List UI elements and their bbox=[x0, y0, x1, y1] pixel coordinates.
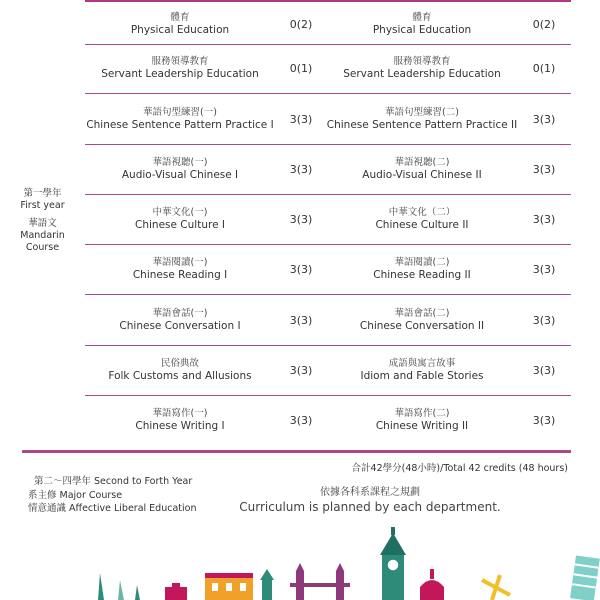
plan-zh: 依據各科系課程之規劃 bbox=[320, 487, 420, 498]
semester1-course-zh: 中華文化(一) bbox=[152, 207, 208, 218]
semester2-course-en: Servant Leadership Education bbox=[343, 68, 501, 80]
semester1-course-en: Folk Customs and Allusions bbox=[108, 370, 252, 382]
semester2-credits: 3(3) bbox=[532, 314, 556, 327]
semester1-course bbox=[85, 44, 275, 93]
semester2-course bbox=[327, 346, 517, 395]
semester1-course bbox=[85, 145, 275, 194]
semester2-credits: 3(3) bbox=[532, 263, 556, 276]
course-row bbox=[85, 296, 571, 346]
semester2-course bbox=[327, 396, 517, 445]
semester2-course bbox=[327, 44, 517, 93]
semester1-course bbox=[85, 0, 275, 49]
program-zh: 華語文 bbox=[28, 218, 57, 229]
semester2-course-en: Audio-Visual Chinese II bbox=[362, 169, 482, 181]
semester1-credits: 3(3) bbox=[289, 113, 313, 126]
semester2-credits: 3(3) bbox=[532, 414, 556, 427]
semester1-course-zh: 華語句型練習(一) bbox=[143, 107, 217, 118]
semester1-course bbox=[85, 346, 275, 395]
plan-en: Curriculum is planned by each department. bbox=[239, 500, 501, 514]
semester2-course-zh: 華語會話(二) bbox=[394, 308, 450, 319]
semester2-credits: 0(2) bbox=[532, 18, 556, 31]
semester2-course-zh: 中華文化（二） bbox=[388, 207, 456, 218]
first-year-en: First year bbox=[20, 200, 65, 211]
semester2-credits: 3(3) bbox=[532, 364, 556, 377]
semester2-course-zh: 華語句型練習(二) bbox=[385, 107, 459, 118]
semester1-course-en: Chinese Writing I bbox=[135, 420, 225, 432]
course-row bbox=[85, 95, 571, 145]
semester2-course bbox=[327, 245, 517, 294]
semester1-course-zh: 民俗典故 bbox=[160, 358, 199, 369]
semester2-credits: 3(3) bbox=[532, 163, 556, 176]
semester1-course bbox=[85, 396, 275, 445]
curriculum-plan-note bbox=[220, 483, 520, 514]
semester2-course-zh: 服務領導教育 bbox=[393, 56, 451, 67]
course-row bbox=[85, 44, 571, 94]
semester1-course-zh: 華語會話(一) bbox=[152, 308, 208, 319]
later-years-title: 第二～四學年 Second to Forth Year bbox=[34, 476, 193, 487]
semester1-credits: 0(2) bbox=[289, 18, 313, 31]
semester1-course-en: Chinese Conversation I bbox=[119, 320, 241, 332]
course-row bbox=[85, 0, 571, 45]
semester2-course-en: Chinese Sentence Pattern Practice II bbox=[326, 119, 518, 131]
semester1-course-zh: 華語視聽(一) bbox=[152, 157, 208, 168]
semester1-course-en: Chinese Culture I bbox=[135, 219, 225, 231]
course-row bbox=[85, 396, 571, 446]
table-bottom-divider bbox=[22, 450, 571, 453]
semester1-course-en: Servant Leadership Education bbox=[101, 68, 259, 80]
semester1-course-en: Chinese Sentence Pattern Practice I bbox=[86, 119, 274, 131]
semester1-course-zh: 華語寫作(一) bbox=[152, 408, 208, 419]
row-divider bbox=[85, 294, 571, 296]
semester2-course bbox=[327, 195, 517, 244]
major-course: 系主修 Major Course bbox=[28, 489, 123, 501]
semester1-course bbox=[85, 296, 275, 345]
program-en-line2: Course bbox=[25, 242, 60, 253]
program-en-line1: Mandarin bbox=[20, 230, 65, 241]
semester2-course-en: Idiom and Fable Stories bbox=[360, 370, 484, 382]
semester1-credits: 0(1) bbox=[289, 62, 313, 75]
semester1-course-zh: 服務領導教育 bbox=[151, 56, 209, 67]
semester2-course-zh: 華語視聽(二) bbox=[394, 157, 450, 168]
total-credits: 合計42學分(48小時)/Total 42 credits (48 hours) bbox=[351, 463, 568, 474]
later-years-block bbox=[28, 475, 196, 516]
semester2-course-en: Chinese Writing II bbox=[375, 420, 469, 432]
semester1-credits: 3(3) bbox=[289, 314, 313, 327]
semester1-course-en: Audio-Visual Chinese I bbox=[121, 169, 239, 181]
semester2-course bbox=[327, 145, 517, 194]
semester2-course-zh: 體育 bbox=[412, 12, 432, 23]
semester1-course-en: Chinese Reading I bbox=[132, 269, 228, 281]
semester2-credits: 3(3) bbox=[532, 113, 556, 126]
world-landmarks-illustration bbox=[0, 525, 600, 600]
semester2-credits: 3(3) bbox=[532, 213, 556, 226]
semester2-course bbox=[327, 0, 517, 49]
semester1-credits: 3(3) bbox=[289, 163, 313, 176]
semester1-credits: 3(3) bbox=[289, 263, 313, 276]
semester1-credits: 3(3) bbox=[289, 213, 313, 226]
row-divider bbox=[85, 93, 571, 95]
semester2-course bbox=[327, 296, 517, 345]
semester2-credits: 0(1) bbox=[532, 62, 556, 75]
first-year-zh: 第一學年 bbox=[23, 188, 62, 199]
semester2-course-zh: 成語與寓言故事 bbox=[388, 358, 456, 369]
semester1-credits: 3(3) bbox=[289, 414, 313, 427]
semester2-course bbox=[327, 95, 517, 144]
course-row bbox=[85, 145, 571, 195]
semester2-course-en: Chinese Conversation II bbox=[359, 320, 485, 332]
semester1-credits: 3(3) bbox=[289, 364, 313, 377]
course-row bbox=[85, 195, 571, 245]
semester1-course bbox=[85, 95, 275, 144]
course-row bbox=[85, 346, 571, 396]
semester2-course-en: Chinese Culture II bbox=[375, 219, 469, 231]
semester1-course bbox=[85, 245, 275, 294]
semester2-course-en: Chinese Reading II bbox=[373, 269, 471, 281]
semester2-course-en: Physical Education bbox=[372, 24, 472, 36]
semester1-course-en: Physical Education bbox=[130, 24, 230, 36]
affective-liberal-education: 情意通識 Affective Liberal Education bbox=[28, 503, 197, 514]
semester1-course bbox=[85, 195, 275, 244]
semester2-course-zh: 華語閱讀(二) bbox=[394, 257, 450, 268]
semester1-course-zh: 華語閱讀(一) bbox=[152, 257, 208, 268]
first-year-label bbox=[0, 188, 85, 254]
course-row bbox=[85, 245, 571, 295]
semester1-course-zh: 體育 bbox=[170, 12, 190, 23]
semester2-course-zh: 華語寫作(二) bbox=[394, 408, 450, 419]
